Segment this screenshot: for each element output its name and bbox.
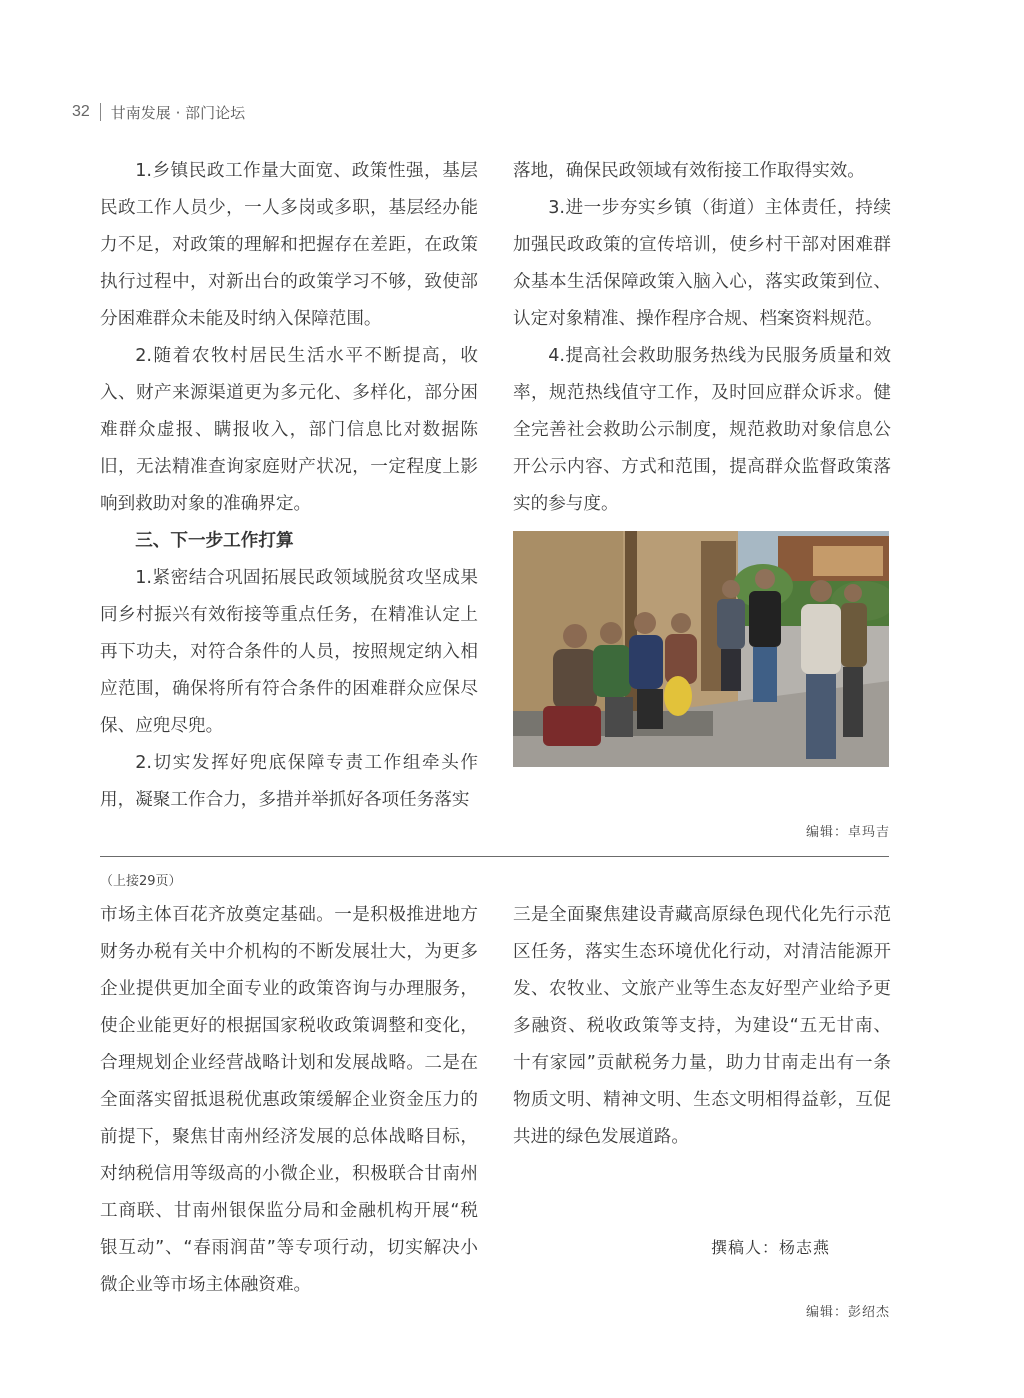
- section-heading: 三、下一步工作打算: [135, 531, 294, 551]
- article-column-top-left: [100, 153, 478, 819]
- paragraph: 4.提高社会救助服务热线为民服务质量和效率，规范热线值守工作，及时回应群众诉求。健全完善社会救助公示制度，规范救助对象信息公开公示内容、方式和范围，提高群众监督政策落实的参与度。: [513, 346, 891, 514]
- section-divider: [100, 856, 889, 857]
- paragraph: 1.紧密结合巩固拓展民政领域脱贫攻坚成果同乡村振兴有效衔接等重点任务，在精准认定上再下功夫，对符合条件的人员，按照规定纳入相应范围，确保将所有符合条件的困难群众应保尽保、应兜尽兜。: [100, 568, 478, 736]
- article-photo: [513, 531, 889, 767]
- article-column-top-right: [513, 153, 891, 523]
- paragraph-continued: 落地，确保民政领域有效衔接工作取得实效。: [513, 161, 865, 181]
- article-column-bottom-right: [513, 897, 891, 1156]
- paragraph-continued: 市场主体百花齐放奠定基础。一是积极推进地方财务办税有关中介机构的不断发展壮大，为更多企业提供更加全面专业的政策咨询与办理服务，使企业能更好的根据国家税收政策调整和变化，合理规划企业经营战略计划和发展战略。二是在全面落实留抵退税优惠政策缓解企业资金压力的前提下，聚焦甘南州经济发展的总体战略目标，对纳税信用等级高的小微企业，积极联合甘南州工商联、甘南州银保监分局和金融机构开展“税银互动”、“春雨润苗”等专项行动，切实解决小微企业等市场主体融资难。: [100, 905, 478, 1295]
- editor-credit: 编辑：彭绍杰: [806, 1305, 891, 1320]
- editor-credit: 编辑：卓玛吉: [806, 825, 891, 840]
- paragraph: 2.切实发挥好兜底保障专责工作组牵头作用，凝聚工作合力，多措并举抓好各项任务落实: [100, 753, 478, 810]
- continued-from-note: （上接29页）: [100, 874, 182, 889]
- paragraph: 2.随着农牧村居民生活水平不断提高，收入、财产来源渠道更为多元化、多样化，部分困难群众虚报、瞒报收入，部门信息比对数据陈旧，无法精准查询家庭财产状况，一定程度上影响到救助对象的准确界定。: [100, 346, 478, 514]
- section-title: 甘南发展 · 部门论坛: [110, 103, 246, 122]
- header-divider: [100, 103, 101, 121]
- page-header: [72, 100, 245, 124]
- paragraph: 1.乡镇民政工作量大面宽、政策性强，基层民政工作人员少，一人多岗或多职，基层经办能力不足，对政策的理解和把握存在差距，在政策执行过程中，对新出台的政策学习不够，致使部分困难群众未能及时纳入保障范围。: [100, 161, 478, 329]
- paragraph-continued: 三是全面聚焦建设青藏高原绿色现代化先行示范区任务，落实生态环境优化行动，对清洁能源开发、农牧业、文旅产业等生态友好型产业给予更多融资、税收政策等支持，为建设“五无甘南、十有家园”贡献税务力量，助力甘南走出有一条物质文明、精神文明、生态文明相得益彰，互促共进的绿色发展道路。: [513, 905, 891, 1147]
- page-number: 32: [72, 103, 90, 120]
- author-credit: 撰稿人：杨志燕: [711, 1238, 831, 1257]
- paragraph: 3.进一步夯实乡镇（街道）主体责任，持续加强民政政策的宣传培训，使乡村干部对困难群众基本生活保障政策入脑入心，落实政策到位、认定对象精准、操作程序合规、档案资料规范。: [513, 198, 891, 329]
- article-column-bottom-left: [100, 897, 478, 1304]
